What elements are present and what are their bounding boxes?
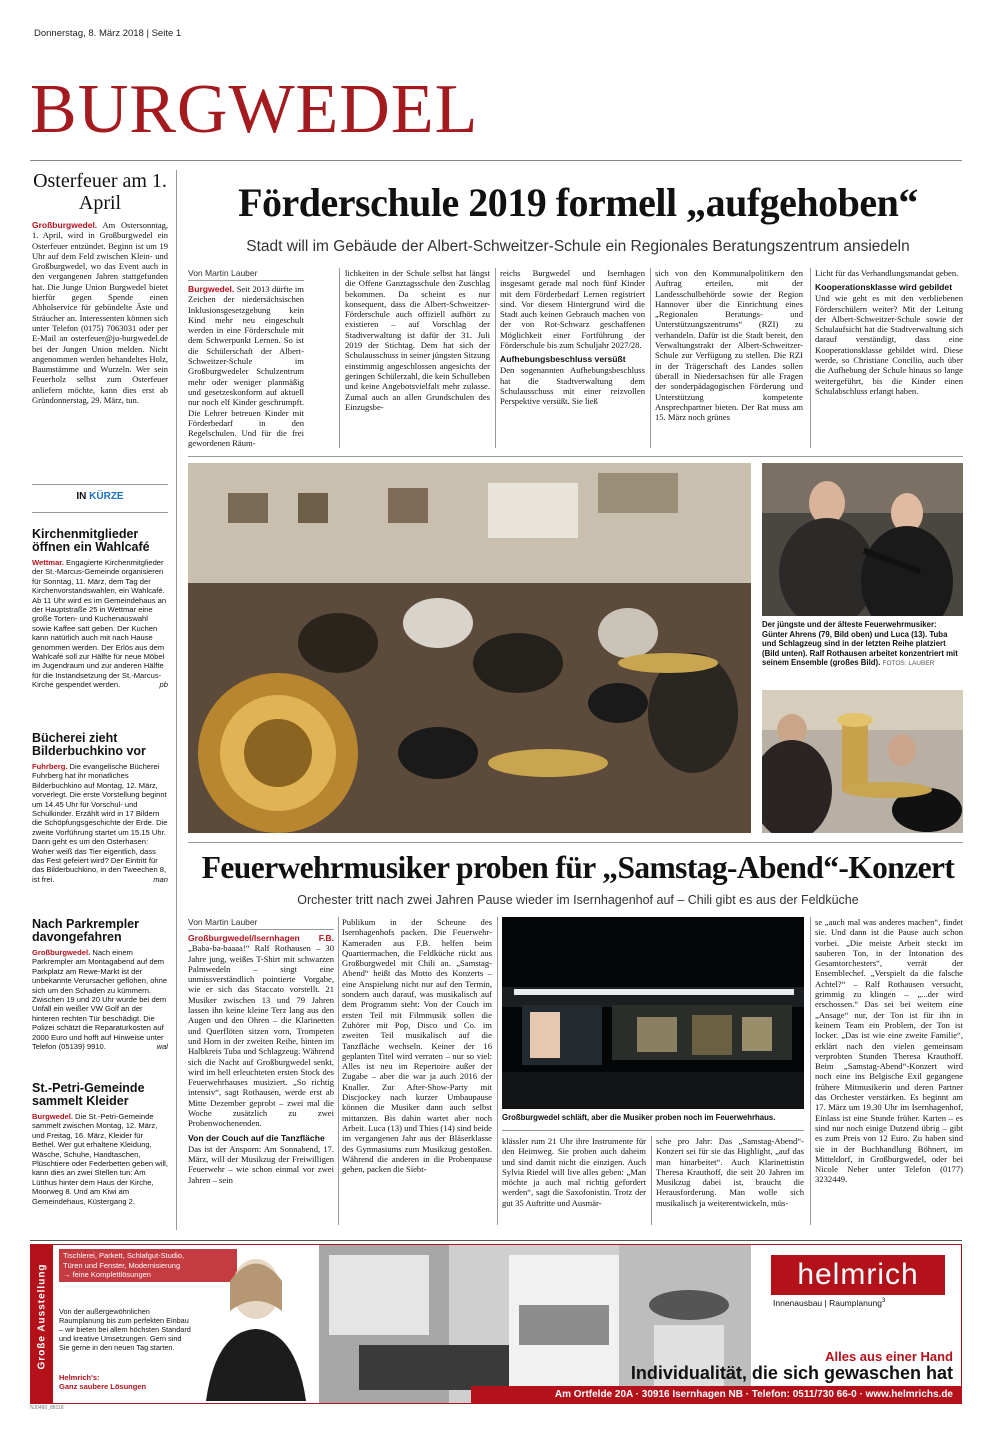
photo-caption xyxy=(762,620,963,669)
article1-col3-subhead: Aufhebungsbeschluss versüßt xyxy=(500,354,626,365)
advertisement xyxy=(30,1244,962,1404)
kurze-item-text xyxy=(32,762,168,884)
kurze-item-place: Großburgwedel. xyxy=(32,948,91,957)
article1-col3-text: reichs Burgwedel und Isernhagen insgesamt gerade mal noch fünf Kinder mit dem Förderbedarf Lernen registriert sind. Vor diesem Hintergrund wird die Stadt auch keinen Gebrauch machen von der von Rot-Schwarz geschaffenen Möglichkeit einer Fortführung der Förderschule bis zum Schuljahr 2027/28. xyxy=(500,268,645,351)
article2-place: Großburgwedel/Isernhagen F.B. xyxy=(188,933,334,943)
col-rule xyxy=(810,268,811,448)
sidebar-lead-place: Großburgwedel. xyxy=(32,220,98,230)
article2-headline: Feuerwehrmusiker proben für „Samstag-Abend“-Konzert xyxy=(201,850,955,885)
article1-col5-text: Licht für das Verhandlungsmandat geben. xyxy=(815,268,959,278)
kurze-label-in: IN xyxy=(76,491,87,502)
article2-col5: se „auch mal was anderes machen“, findet sie. Und dann ist die Pause auch schon vorbei. „Die meiste Arbeit steckt im sauberen Ton, in der Intonation des Gesamtorchesters“, verrät der Ensemblechef. „Verspielt da die falsche Achtel?“ – Ralf Rothausen versucht, grimmig zu klingen – „...der wird erschossen.“ Das sei bei weitem eine „Ansage“ nur, der Ton ist für ihn in keinem Team ein Problem, der Ton ist locker. „Das ist wie eine zweite Familie“, erklärt nach den vielen gemeinsam verprobten Stunden Theresa Krauthoff. Beim „Samstag-Abend“-Konzert wird noch eine ins Belgische Exil gegangene frühere Mitmusikerin und deren Partner das Orchester verstärken. Es beginnt am 17. März um 19.30 Uhr im Isernhagenhof, Einlass ist eine Stunde früher. Karten – es sind nur noch einige Dutzend übrig – gibt es zum Preis von 12 Euro. Zu haben sind sie in der Buchhandlung Böhnert, im Mitteldorf, in Großburgwedel, oder bei Nicole Neber unter Telefon (0177) 3232449. xyxy=(815,917,963,1185)
ad-service-line: Türen und Fenster, Modernisierung xyxy=(63,1260,181,1270)
sidebar-lead-title: Osterfeuer am 1. April xyxy=(33,170,167,214)
kurze-item-text xyxy=(32,948,168,1051)
ad-promo-sig-line: Ganz saubere Lösungen xyxy=(59,1382,147,1391)
ad-code: NJ0480_88118 xyxy=(30,1405,64,1411)
firehouse-caption-rule xyxy=(502,1130,804,1131)
kurze-item xyxy=(32,918,168,1051)
article1-byline: Von Martin Lauber xyxy=(188,268,304,281)
ad-service-line: → feine Komplettlösungen xyxy=(63,1270,151,1279)
ad-promo-text: Von der außergewöhnlichen Raumplanung bis zum perfekten Einbau – wir bieten bei allem höchsten Standard und kreative Umsetzungen. Gern sind Sie gerne in den neuen Tag starten. xyxy=(59,1307,191,1352)
kurze-item-body: Nach einem Parkrempler am Montagabend auf dem Parkplatz am Rewe-Markt ist der unbekannte Verursacher geflohen, ohne sich um den Schaden zu kümmern. Zwischen 19 und 20 Uhr wurde bei dem Unfall ein weißer VW Golf an der hinteren rechten Tür beschädigt. Die Polizei schätzt die Reparaturkosten auf 2000 Euro und hofft auf Hinweise unter Telefon (05139) 9910. xyxy=(32,948,168,1052)
kurze-item-text xyxy=(32,1112,168,1206)
orchestra-rehearsal-photo xyxy=(188,463,751,833)
kurze-item-title: Nach Parkrempler davongefahren xyxy=(32,917,140,944)
masthead-rule xyxy=(30,160,962,161)
photo-caption-text: Der jüngste und der älteste Feuerwehrmusiker: Günter Ahrens (79, Bild oben) und Luca (13). Tuba und Schlagzeug sind in der letzten Reihe platziert (Bild unten). Ralf Rothausen arbeitet konzentriert mit seinem Ensemble (großes Bild). xyxy=(762,620,958,668)
kurze-item-place: Fuhrberg. xyxy=(32,762,68,771)
ad-service-line: Tischlerei, Parkett, Schlafgut-Studio, xyxy=(63,1251,185,1260)
article1-bottom-rule xyxy=(188,456,963,457)
col-rule xyxy=(651,1136,652,1225)
kurze-label-kurze: KÜRZE xyxy=(89,491,124,502)
kurze-rule-bottom xyxy=(32,512,168,513)
article1-col4: sich von den Kommunalpolitikern den Auftrag erteilen, mit der Landesschulbehörde sowie der Region Hannover über die Einrichtung eines „Regionalen Beratungs- und Unterstützungszentrums“ (RZI) zu verhandeln. Dafür ist die Stadt bereit, den Verwaltungstrakt der Albert-Schweitzer-Schule zur Verfügung zu stellen. Die RZI in der Trägerschaft des Landes sollen überall in Niedersachsen für alle Fragen der sonderpädagogischen Förderung und Unterstützung kompetente Ansprechpartner bieten. Der Rat muss am 15. März noch grünes xyxy=(655,268,803,423)
ad-footer-text: Am Ortfelde 20A · 30916 Isernhagen NB · Telefon: 0511/730 66-0 · www.helmrichs.de xyxy=(554,1389,953,1400)
article2-col4: sche pro Jahr: Das „Samstag-Abend“-Konzert sei für sie das Highlight, „auf das man hinarbeitet“. Auch Klarinettistin Theresa Krauthoff, die seit 20 Jahren im Musikzug dabei ist, braucht die Herausforderung. Man wolle sich musikalisch ja weiterentwickeln, müs- xyxy=(656,1136,804,1208)
article1-col1-body: Seit 2013 dürfte im Zeichen der niedersächsischen Inklusionsgesetzgebung kein Kind mehr neu eingeschult werden in eine Förderschule mit dem Schwerpunkt Lernen. So ist die Schülerschaft der Albert-Schweitzer-Schule im Großburgwedeler Schulzentrum mehr oder weniger planmäßig und gesetzeskonform auf aktuell nur noch elf Kinder geschrumpft. Die Lehrer betreuen Kinder mit Förderbedarf in den Regelschulen. Und für die frei gewordenen Räum- xyxy=(188,284,304,449)
article1-col2: lichkeiten in der Schule selbst hat längst die Offene Ganztagsschule den Zuschlag bekommen. Da scheint es nur konsequent, dass die Albert-Schweitzer-Förderschule auch offiziell aufhört zu existieren – auf Vorschlag der Stadtverwaltung ist dafür der 31. Juli 2019 der Stichtag. Dem hat sich der Schulausschuss in seiner jüngsten Sitzung einstimmig angeschlossen angesichts der geringen Schülerzahl, die kein Schulleben und keine Angebotsvielfalt mehr zulasse. Zumal auch an allen Grundschulen des Einzugsbe- xyxy=(345,268,490,412)
sidebar-divider xyxy=(176,170,177,1230)
ad-vertical-label: Große Ausstellung xyxy=(36,1263,48,1370)
drums-tuba-photo xyxy=(762,690,963,833)
col-rule xyxy=(497,917,498,1225)
kurze-item-sig: man xyxy=(153,874,168,884)
col-rule xyxy=(650,268,651,448)
article1-col3 xyxy=(500,268,645,407)
ad-promo-sig xyxy=(59,1373,194,1391)
col-rule xyxy=(495,268,496,448)
ad-brand-sup: 3 xyxy=(882,1298,886,1305)
ad-brand-sub-text: Innenausbau | Raumplanung xyxy=(773,1298,883,1308)
sidebar-lead-text xyxy=(32,220,168,405)
article2-col1-subhead: Von der Couch auf die Tanzfläche xyxy=(188,1132,325,1143)
article1-col1 xyxy=(188,268,304,449)
ad-brand-logo: helmrich xyxy=(771,1255,945,1295)
kurze-item-text xyxy=(32,558,168,690)
masthead: BURGWEDEL xyxy=(30,71,479,148)
kurze-item-body: Engagierte Kirchenmitglieder der St.-Marcus-Gemeinde organisieren für Sonntag, 11. März, dem Tag der Kirchenvorstandswahlen, ein Wahlcafé. Ab 11 Uhr wird es im Gemeindehaus an der Hauptstraße 25 in Wettmar eine große Torten- und Kuchenauswahl sowie Kaffee satt geben. Der Kuchen kann natürlich auch mit nach Hause genommen werden. Der Erlös aus dem Wahlcafé soll zur Hälfte für neue Möbel im Jugendraum und zur anderen Hälfte für die Instandsetzung der St.-Marcus-Kirche gespendet werden. xyxy=(32,558,167,690)
article2-subhead: Orchester tritt nach zwei Jahren Pause wieder im Isernhagenhof auf – Chili gibt es aus der Feldküche xyxy=(297,893,859,907)
kurze-item-title: St.-Petri-Gemeinde sammelt Kleider xyxy=(32,1081,145,1108)
sidebar-lead-body: Am Ostersonntag, 1. April, wird in Großburgwedel ein Osterfeuer entzündet. Beginn ist um 19 Uhr auf dem Feld zwischen Klein- und Großburgwedel, wo das Event auch in den vergangenen Jahren stattgefunden hat. Die Junge Union Burgwedel bietet hierfür gegen Spende einen Abholservice für gebündelte Äste und Sträucher an. Interessenten können sich unter Telefon (0175) 7063031 oder per E-Mail an osterfeuer@ju-burgwedel.de bei der Jungen Union melden. Nicht angenommen werden behandeltes Holz, Baumstämme und Wurzeln. Wer sein Feuerholz selbst zum Osterfeuer anliefern möchte, kann dies erst ab Gründonnerstag, 29. März, tun. xyxy=(32,220,168,406)
photo-credit: FOTOS: LAUBER xyxy=(882,660,935,668)
kurze-item xyxy=(32,528,168,690)
article2-col1-text-b: Das ist der Ansporn: Am Sonnabend, 17. März, will der Musikzug der Freiwilligen Feuerwehr – wie schon einmal vor zwei Jahren – sein xyxy=(188,1143,334,1185)
kurze-item-body: Die evangelische Bücherei Fuhrberg hat ihr monatliches Bilderbuchkino auf Montag, 12. März, vorverlegt. Die erste Vorstellung beginnt um 14.45 Uhr für Vorschul- und Schulkinder. Erzählt wird in 17 Bildern die Schöpfungsgeschichte der Erde. Die zweite Vorführung startet um 15.15 Uhr. Dann geht es um den Osterhasen: Woher weiß das Tier eigentlich, dass das Fest gefeiert wird? Der Eintritt für das Bilderbuchkino, in den Tweechen 8, ist frei. xyxy=(32,762,168,884)
kurze-item-title: Bücherei zieht Bilderbuchkino vor xyxy=(32,731,146,758)
firehouse-night-photo xyxy=(502,917,804,1109)
kurze-item xyxy=(32,732,168,884)
ad-claim1: Alles aus einer Hand xyxy=(825,1349,953,1364)
article2-byline: Von Martin Lauber xyxy=(188,917,334,930)
article1-headline: Förderschule 2019 formell „aufgehoben“ xyxy=(238,180,918,225)
article2-col1-text xyxy=(188,933,334,1129)
ad-claim2: Individualität, die sich gewaschen hat xyxy=(630,1363,953,1383)
article1-col5-subhead: Kooperationsklasse wird gebildet xyxy=(815,282,953,293)
kurze-item-sig: wal xyxy=(156,1042,168,1052)
firehouse-caption: Großburgwedel schläft, aber die Musiker proben noch im Feuerwehrhaus. xyxy=(502,1113,776,1122)
article1-col1-text xyxy=(188,284,304,449)
article1-col5 xyxy=(815,268,963,396)
kurze-item-sig: pb xyxy=(159,680,168,690)
col-rule xyxy=(338,917,339,1225)
photos-bottom-rule xyxy=(188,842,963,843)
ad-promo-sig-line: Helmrich's: xyxy=(59,1373,100,1382)
dateline: Donnerstag, 8. März 2018 | Seite 1 xyxy=(34,28,182,39)
musicians-portrait-photo xyxy=(762,463,963,616)
article2-col1 xyxy=(188,917,334,1185)
ad-person-image xyxy=(196,1251,316,1401)
article1-subhead: Stadt will im Gebäude der Albert-Schweitzer-Schule ein Regionales Beratungszentrum ansiedeln xyxy=(246,238,910,255)
drums-tuba-illustration xyxy=(762,690,963,833)
article1-col3-text-b: Den sogenannten Aufhebungsbeschluss hat die Stadtverwaltung dem Schulausschuss mit einer reizvollen Perspektive versüßt. Sie ließ xyxy=(500,365,645,407)
kurze-rule-top xyxy=(32,484,168,485)
kurze-item-place: Burgwedel. xyxy=(32,1112,73,1121)
article2-col2: Publikum in der Scheune des Isernhagenhofs packen. Die Feuerwehr-Kameraden aus F.B. helfen beim Quartiermachen, die Feldküche rückt aus Großburgwedel mit Chili an. „Samstag-Abend“ heißt das Motto des Konzerts – eine Anspielung nicht nur auf den Termin, sondern auch darauf, was musikalisch auf dem Programm steht: Von der Couch im ersten Teil mit Filmmusik sollen die Zuhörer mit Pop, Disco und Co. im zweiten Teil musikalisch auf die Tanzfläche wechseln. Keiner der 16 geplanten Titel wird verraten – nur so viel: Alles ist neu im Repertoire außer der Zugabe – aber die war ja auch 2016 der Knaller. Zur After-Show-Party mit Discjockey nach kurzer Umbaupause können die Musiker dann auch selbst mittanzen. Bis dahin wartet aber noch Arbeit. Luca (13) und Thies (14) sind beide im vergangenen Jahr aus der Bläserklasse des Gymnasiums zum Musikzug gestoßen. Während die anderen in die Probenpause gehen, packen die Siebt- xyxy=(342,917,492,1175)
ad-brand-sub xyxy=(773,1298,947,1308)
ad-person-illustration xyxy=(196,1251,316,1401)
col-rule xyxy=(339,268,340,448)
kurze-item-title: Kirchenmitglieder öffnen ein Wahlcafé xyxy=(32,527,150,554)
kurze-item-body: Die St.-Petri-Gemeinde sammelt zwischen Montag, 12. März, und Freitag, 16. März, Kleider für Bethel. Wer gut erhaltene Kleidung, Wäsche, Schuhe, Handtaschen, Plüschtiere oder Federbetten geben will, kann dies an zwei Stellen tun: Am Lütthus hinter dem Haus der Kirche, Moorweg 8. Und am Kiwi am Gemeindehaus, Küstergang 2. xyxy=(32,1112,168,1206)
article2-col1-body: „Baba-ba-baaaa!“ Ralf Rothausen – 30 Jahre jung, weißes T-Shirt mit schwarzen Palmwedeln – singt eine unmissverständlich pointierte Vorgabe, wie er sich das Staccato vorstellt. 21 Musiker zwischen 13 und 79 Jahren lassen ihn keine kleine Terz lang aus den Augen und den Ohren – die Klarinetten und Querflöten sitzen vorn, Trompeten und Horn in der zweiten Reihe, hinten im Halbkreis Tuba und Schlagzeug. Während sich die Nacht auf Großburgwedel senkt, wird im hell erleuchteten ersten Stock des Feuerwehrhauses musiziert. „So richtig intensiv“, sagt Rothausen, werde erst ab Mitte Dezember geprobt – zwei mal die Woche zusätzlich zu zwei Probenwochenenden. xyxy=(188,943,334,1129)
article1-place: Burgwedel. xyxy=(188,284,235,294)
sidebar xyxy=(32,170,168,405)
firehouse-night-illustration xyxy=(502,917,804,1109)
musicians-portrait-illustration xyxy=(762,463,963,616)
orchestra-rehearsal-illustration xyxy=(188,463,751,833)
col-rule xyxy=(810,917,811,1225)
kurze-label xyxy=(32,491,168,502)
ad-top-rule xyxy=(30,1240,962,1241)
kurze-item xyxy=(32,1082,168,1206)
kurze-item-place: Wettmar. xyxy=(32,558,64,567)
article1-col5-text-b: Und wie geht es mit den verbliebenen Förderschülern weiter? Mit der Leitung der Albert-Schweitzer-Schule sowie der Schulaufsicht hat die Stadtverwaltung sich darauf verständigt, dass eine Kooperationsklasse gebildet wird. Diese werde, so Christiane Concilio, auch über die Aufhebung der Schule hinaus so lange weitergeführt, bis die Kinder einen Schulabschluss erlangt haben. xyxy=(815,293,963,396)
article2-col3: klässler rum 21 Uhr ihre Instrumente für den Heimweg. Sie proben auch daheim und sind damit nicht die einzigen. Auch Sylvia Riedel will live alles geben: „Man möchte ja auch mal richtig gefordert werden“, sagt die Saxofonistin. Trotz der gut 35 Auftritte und Ausmär- xyxy=(502,1136,646,1208)
